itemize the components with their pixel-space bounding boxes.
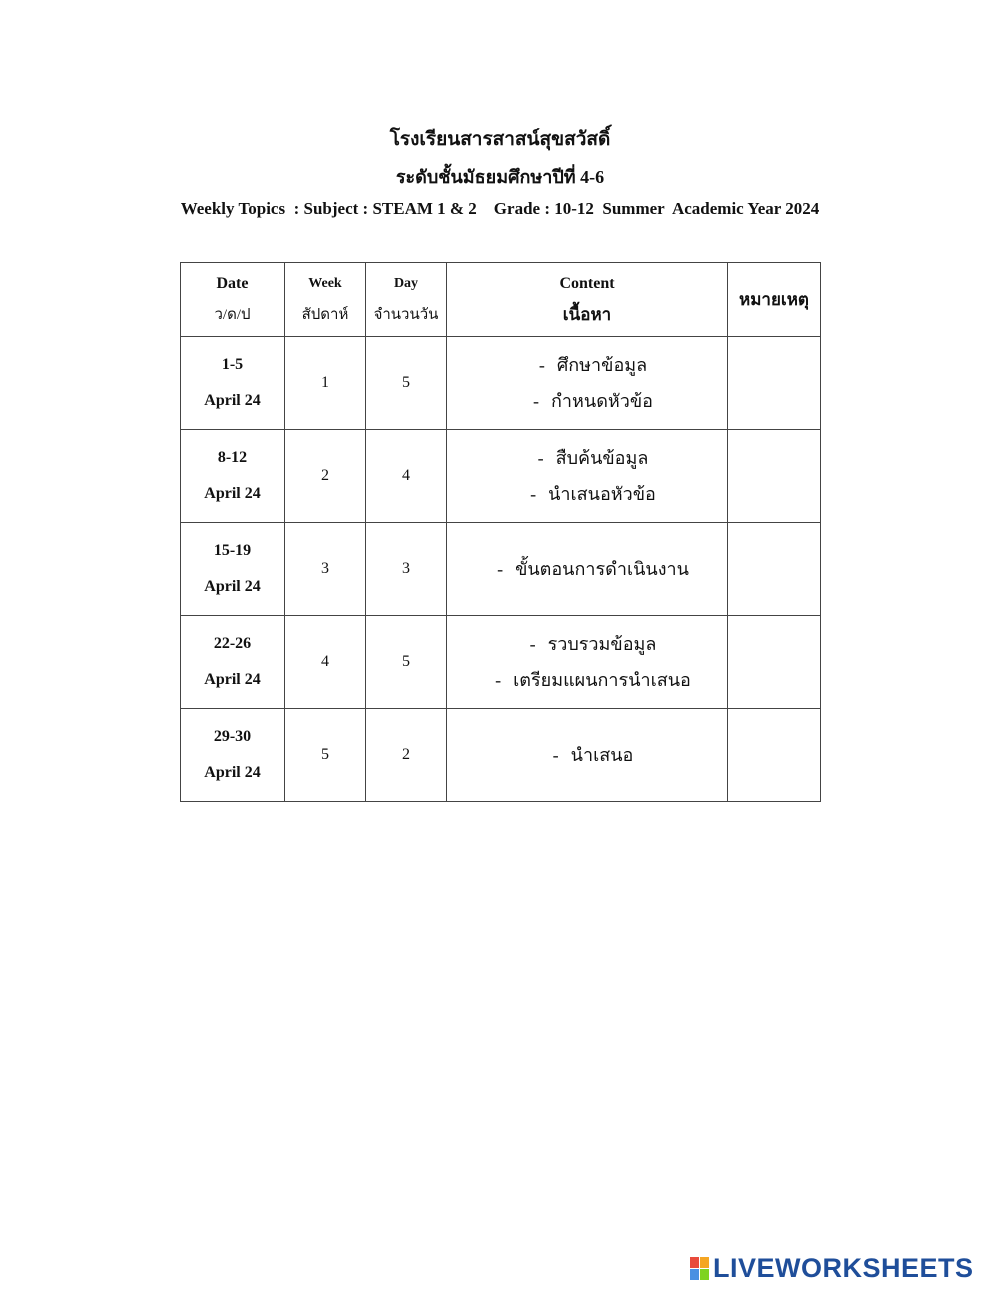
content-text: สืบค้นข้อมูล [555,448,649,468]
content-text: นำเสนอหัวข้อ [548,484,656,504]
logo-mark-square [690,1269,699,1280]
table-row [181,616,821,709]
header-day-th: จำนวนวัน [373,306,439,323]
content-item [447,662,727,698]
header-content-th: เนื้อหา [562,304,612,324]
cell-date [181,616,285,709]
content-item [447,737,727,773]
cell-content [447,523,728,616]
content-item [447,347,727,383]
bullet-dash: - [495,670,502,690]
bullet-dash: - [533,391,540,411]
logo-mark-icon [690,1257,709,1280]
bullet-dash: - [497,559,504,579]
bullet-dash: - [552,745,559,765]
cell-remark [728,709,821,802]
date-range: 1-5 [221,356,244,373]
cell-date [181,523,285,616]
header-content [447,263,728,337]
content-text: นำเสนอ [570,745,634,765]
date-range: 29-30 [213,728,252,745]
content-text: ศึกษาข้อมูล [556,355,648,375]
bullet-dash: - [530,484,537,504]
cell-date [181,337,285,430]
cell-remark [728,616,821,709]
cell-content [447,709,728,802]
header-date-en: Date [216,274,249,292]
table-row [181,337,821,430]
content-text: รวบรวมข้อมูล [547,634,657,654]
logo-text: LIVEWORKSHEETS [713,1252,974,1283]
date-month: April 24 [204,485,261,502]
weekly-schedule-table [180,262,821,802]
cell-days: 5 [366,337,447,430]
content-text: กำหนดหัวข้อ [551,391,653,411]
date-month: April 24 [204,671,261,688]
header-content-en: Content [559,274,615,292]
cell-date [181,709,285,802]
header-remark-th: หมายเหตุ [739,289,809,309]
date-month: April 24 [204,764,261,781]
content-item [447,383,727,419]
cell-remark [728,523,821,616]
cell-days: 5 [366,616,447,709]
table-row [181,430,821,523]
bullet-dash: - [537,448,544,468]
cell-content [447,430,728,523]
date-month: April 24 [204,392,261,409]
logo-mark-square [690,1257,699,1268]
cell-week: 2 [285,430,366,523]
bullet-dash: - [529,634,536,654]
cell-week: 4 [285,616,366,709]
date-range: 15-19 [213,542,252,559]
cell-week: 1 [285,337,366,430]
date-range: 22-26 [213,635,252,652]
cell-date [181,430,285,523]
cell-days: 2 [366,709,447,802]
date-range: 8-12 [217,449,248,466]
table-row [181,709,821,802]
cell-days: 4 [366,430,447,523]
cell-days: 3 [366,523,447,616]
table-row [181,523,821,616]
header-date [181,263,285,337]
content-text: เตรียมแผนการนำเสนอ [513,670,691,690]
header-remark [728,263,821,337]
school-name: โรงเรียนสารสาสน์สุขสวัสดิ์ [389,129,611,150]
cell-week: 5 [285,709,366,802]
liveworksheets-logo [690,1253,974,1283]
cell-week: 3 [285,523,366,616]
grade-level: ระดับชั้นมัธยมศึกษาปีที่ 4-6 [395,167,605,187]
header-week-th: สัปดาห์ [301,306,349,323]
content-item [447,626,727,662]
header-date-th: ว/ด/ป [214,306,251,323]
header-week-en: Week [308,275,342,291]
content-item [447,551,727,587]
date-month: April 24 [204,578,261,595]
logo-mark-square [700,1257,709,1268]
header-day [366,263,447,337]
cell-remark [728,337,821,430]
content-item [447,476,727,512]
bullet-dash: - [538,355,545,375]
header-week [285,263,366,337]
content-item [447,440,727,476]
cell-content [447,337,728,430]
course-subtitle: Weekly Topics : Subject : STEAM 1 & 2 Grade : 10-12 Summer Academic Year 2024 [180,199,820,218]
logo-mark-square [700,1269,709,1280]
content-text: ขั้นตอนการดำเนินงาน [515,559,689,579]
cell-remark [728,430,821,523]
header-day-en: Day [393,275,419,291]
cell-content [447,616,728,709]
table-header-row [181,263,821,337]
